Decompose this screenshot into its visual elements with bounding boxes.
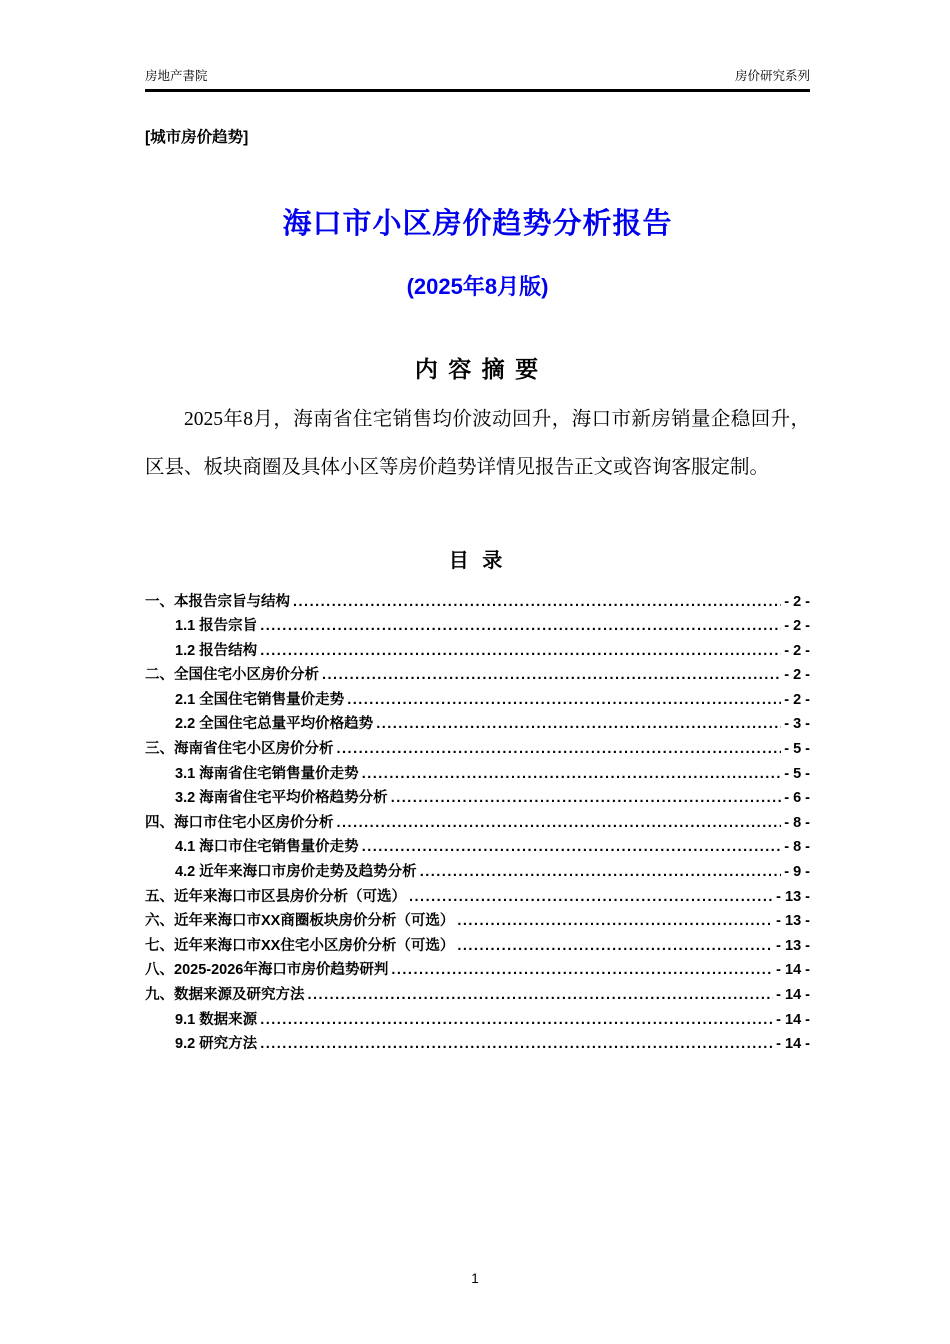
toc-dot-leader — [308, 983, 774, 1008]
toc-item-label: 4.2 近年来海口市房价走势及趋势分析 — [175, 864, 417, 881]
toc-dot-leader — [457, 934, 773, 959]
page-number: 1 — [471, 1271, 479, 1286]
toc-item[interactable] — [145, 762, 810, 787]
toc-dot-leader — [457, 909, 773, 934]
toc-dot-leader — [376, 712, 781, 737]
toc-item-label: 七、近年来海口市XX住宅小区房价分析（可选） — [145, 937, 455, 954]
toc-page-number: - 2 - — [784, 691, 810, 708]
toc-dot-leader — [391, 958, 773, 983]
page-header — [145, 66, 810, 84]
toc-item-label: 二、全国住宅小区房价分析 — [145, 667, 319, 684]
summary-heading: 内 容 摘 要 — [414, 355, 541, 382]
toc-item[interactable] — [145, 614, 810, 639]
toc-dot-leader — [347, 688, 781, 713]
toc-list — [145, 590, 810, 1057]
header-rule — [145, 89, 810, 92]
toc-dot-leader — [337, 811, 782, 836]
toc-item[interactable] — [145, 835, 810, 860]
toc-dot-leader — [322, 663, 781, 688]
toc-item[interactable] — [145, 639, 810, 664]
series-tag: [城市房价趋势] — [145, 128, 249, 146]
toc-item-label: 1.1 报告宗旨 — [175, 618, 258, 635]
toc-dot-leader — [260, 614, 781, 639]
toc-item-label: 六、近年来海口市XX商圈板块房价分析（可选） — [145, 913, 455, 930]
summary-paragraph: 2025年8月，海南省住宅销售均价波动回升，海口市新房销量企稳回升，区县、板块商圈及具体小区等房价趋势详情见报告正文或咨询客服定制。 — [145, 408, 810, 478]
toc-item[interactable] — [145, 885, 810, 910]
toc-item-label: 3.1 海南省住宅销售量价走势 — [175, 765, 359, 782]
toc-page-number: - 13 - — [776, 913, 810, 930]
toc-page-number: - 2 - — [784, 667, 810, 684]
toc-page-number: - 2 - — [784, 642, 810, 659]
toc-item[interactable] — [145, 983, 810, 1008]
toc-item-label: 八、2025-2026年海口市房价趋势研判 — [145, 962, 389, 979]
toc-page-number: - 5 - — [784, 741, 810, 758]
toc-dot-leader — [260, 1008, 773, 1033]
toc-item[interactable] — [145, 860, 810, 885]
toc-item[interactable] — [145, 909, 810, 934]
toc-item-label: 3.2 海南省住宅平均价格趋势分析 — [175, 790, 388, 807]
toc-page-number: - 9 - — [784, 864, 810, 881]
toc-item[interactable] — [145, 1032, 810, 1057]
toc-item-label: 1.2 报告结构 — [175, 642, 258, 659]
toc-dot-leader — [260, 639, 781, 664]
toc-page-number: - 5 - — [784, 765, 810, 782]
toc-page-number: - 8 - — [784, 839, 810, 856]
report-edition: (2025年8月版) — [406, 273, 549, 299]
toc-item[interactable] — [145, 590, 810, 615]
toc-item-label: 2.2 全国住宅总量平均价格趋势 — [175, 716, 374, 733]
toc-dot-leader — [391, 786, 782, 811]
toc-item[interactable] — [145, 712, 810, 737]
toc-page-number: - 6 - — [784, 790, 810, 807]
toc-heading: 目 录 — [448, 549, 507, 572]
toc-item-label: 9.2 研究方法 — [175, 1036, 258, 1053]
toc-item[interactable] — [145, 786, 810, 811]
toc-page-number: - 2 - — [784, 593, 810, 610]
toc-dot-leader — [409, 885, 773, 910]
toc-item-label: 九、数据来源及研究方法 — [145, 987, 305, 1003]
toc-item[interactable] — [145, 934, 810, 959]
toc-page-number: - 14 - — [776, 987, 810, 1003]
toc-item[interactable] — [145, 737, 810, 762]
toc-item[interactable] — [145, 958, 810, 983]
toc-page-number: - 2 - — [784, 618, 810, 635]
toc-page-number: - 14 - — [776, 1011, 810, 1028]
toc-page-number: - 3 - — [784, 716, 810, 733]
toc-item-label: 三、海南省住宅小区房价分析 — [145, 741, 334, 758]
toc-item[interactable] — [145, 1008, 810, 1033]
toc-item-label: 一、本报告宗旨与结构 — [145, 593, 290, 610]
toc-item-label: 9.1 数据来源 — [175, 1011, 258, 1028]
toc-dot-leader — [362, 762, 782, 787]
toc-item[interactable] — [145, 663, 810, 688]
toc-item-label: 五、近年来海口市区县房价分析（可选） — [145, 888, 406, 905]
toc-item[interactable] — [145, 688, 810, 713]
toc-page-number: - 13 - — [776, 888, 810, 905]
toc-dot-leader — [260, 1032, 773, 1057]
toc-page-number: - 8 - — [784, 814, 810, 831]
toc-dot-leader — [420, 860, 782, 885]
toc-item-label: 4.1 海口市住宅销售量价走势 — [175, 839, 359, 856]
toc-dot-leader — [293, 590, 781, 615]
header-left-text: 房地产書院 — [145, 69, 208, 83]
toc-item[interactable] — [145, 811, 810, 836]
toc-item-label: 2.1 全国住宅销售量价走势 — [175, 691, 345, 708]
report-title: 海口市小区房价趋势分析报告 — [282, 207, 673, 240]
toc-page-number: - 14 - — [776, 962, 810, 979]
header-right-text: 房价研究系列 — [734, 69, 810, 83]
toc-dot-leader — [337, 737, 782, 762]
toc-page-number: - 13 - — [776, 937, 810, 954]
toc-dot-leader — [362, 835, 782, 860]
toc-page-number: - 14 - — [776, 1036, 810, 1053]
toc-item-label: 四、海口市住宅小区房价分析 — [145, 814, 334, 831]
